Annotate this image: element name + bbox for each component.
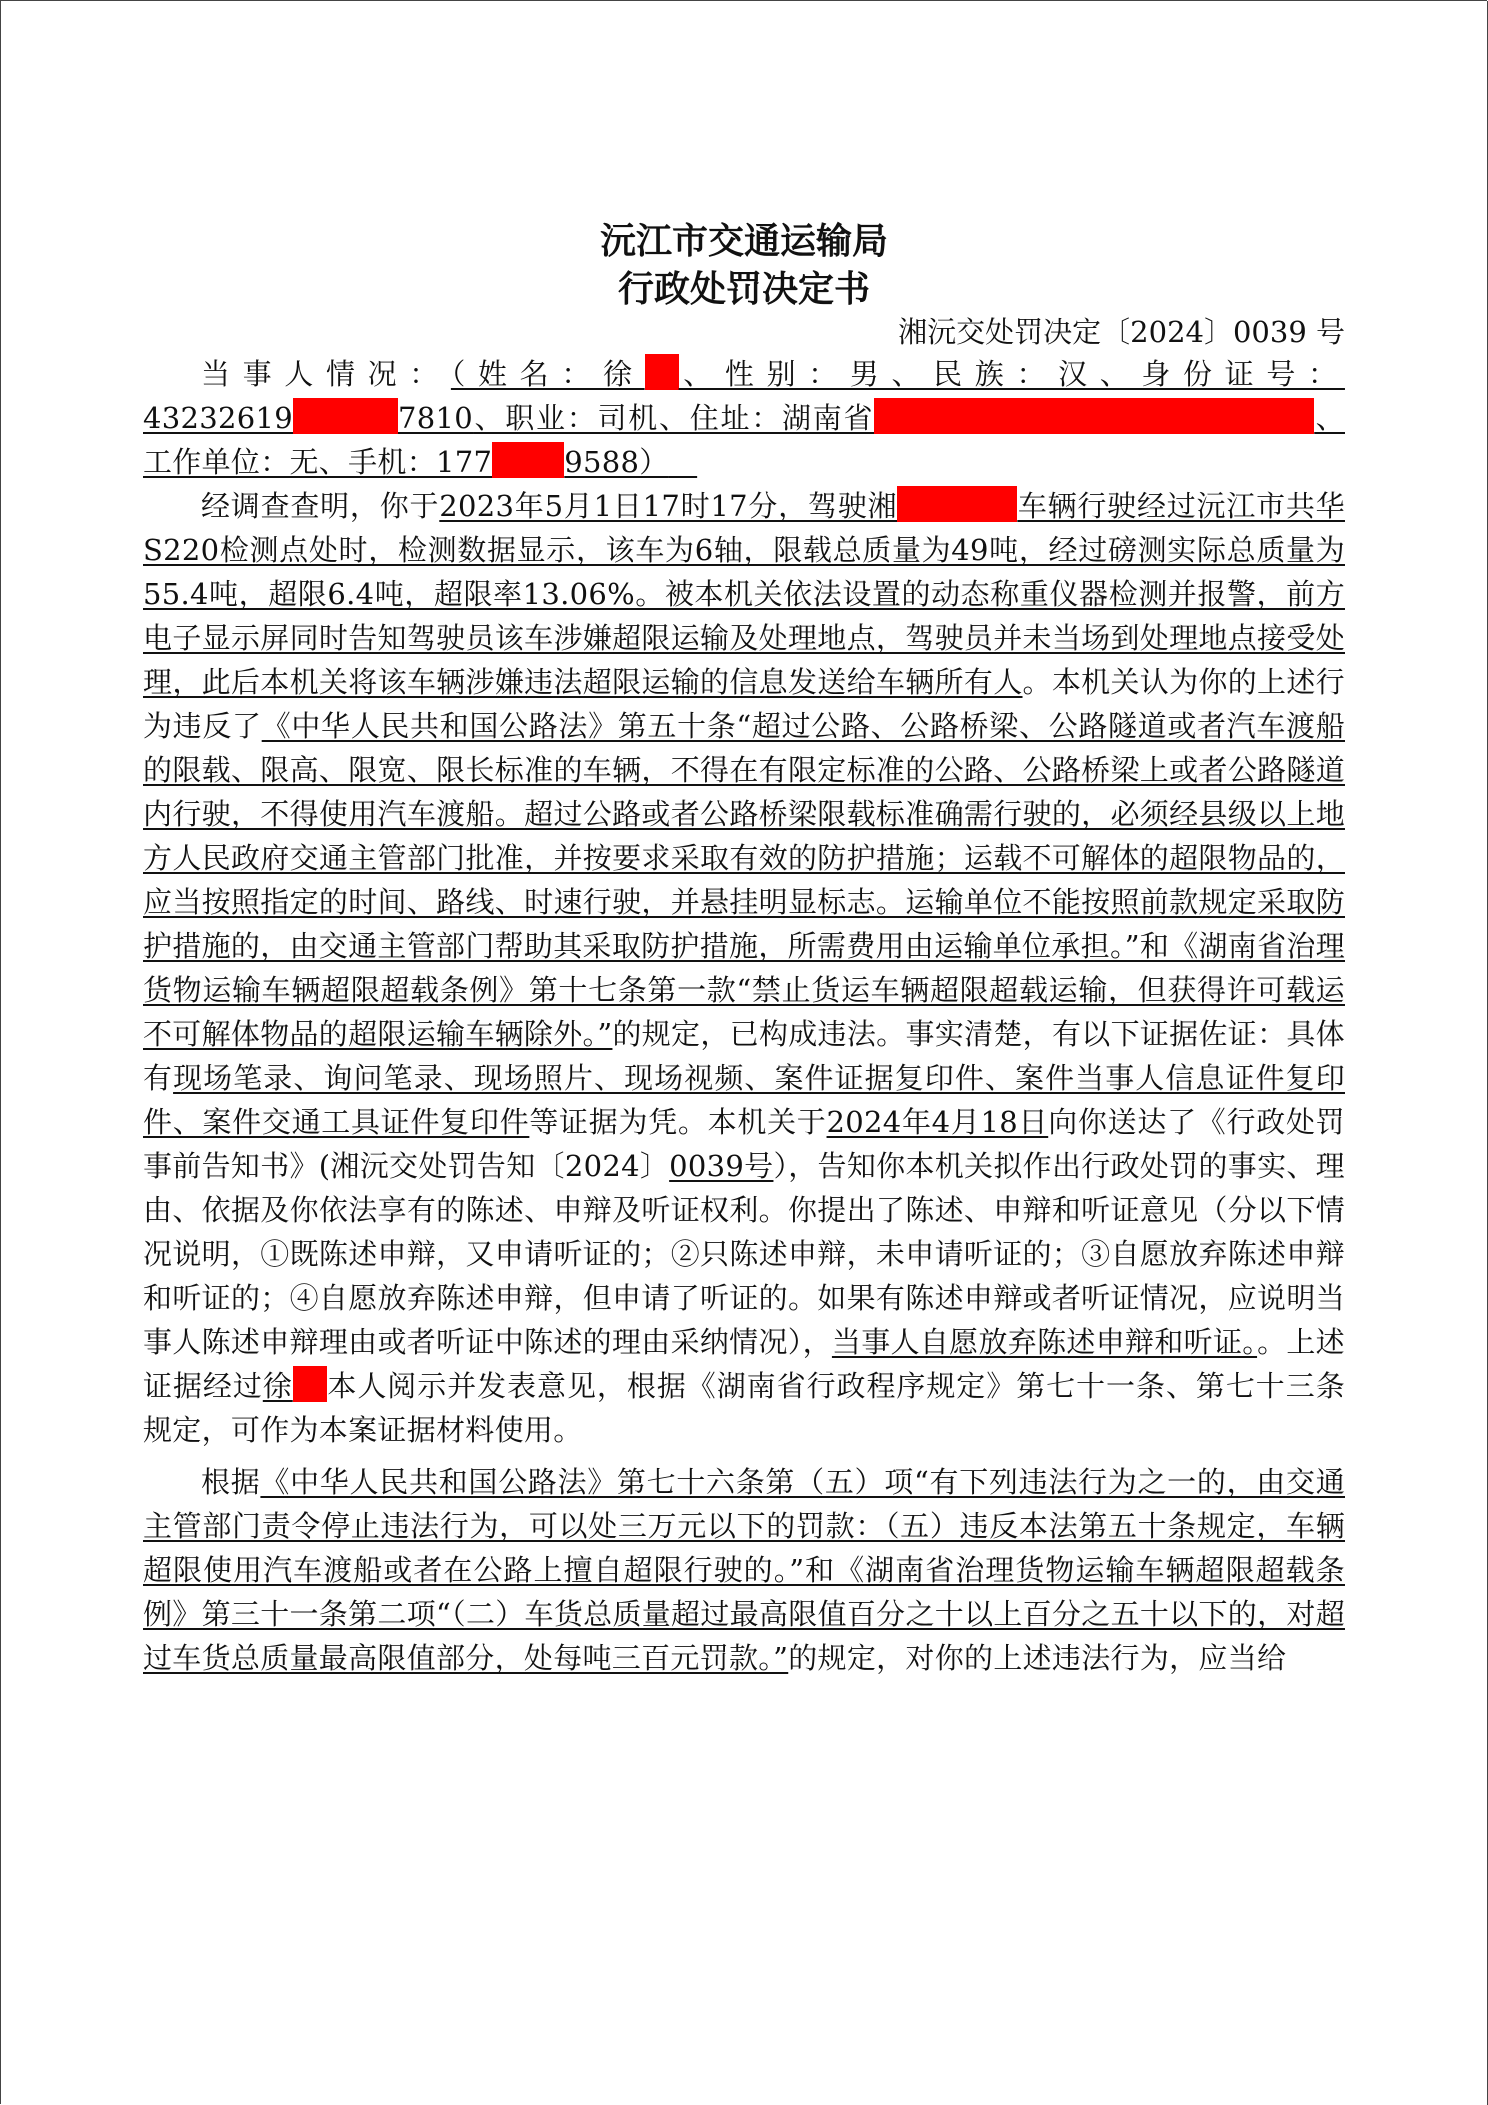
- party-job: 、职业：司机、住址：湖南省: [473, 401, 875, 435]
- party-gender: 、性别：男、民族：汉、身份证号：: [678, 357, 1345, 391]
- basis-law-citation: 《中华人民共和国公路法》第七十六条第（五）项“有下列违法行为之一的，由交通主管部门责令停止违法行为，可以处三万元以下的罚款：（五）违反本法第五十条规定，车辆超限使用汽车渡船或者在公路上擅自超限行驶的。”和《湖南省治理货物运输车辆超限超载条例》第三十一条第二项“（二）车货总质量超过最高限值百分之十以上百分之五十以下的，对超过车货总质量最高限值部分，处每吨三百元罚款。”: [143, 1465, 1345, 1675]
- redaction-reviewer: [293, 1366, 327, 1402]
- party-label: 当事人情况：: [201, 357, 451, 391]
- facts-reviewer: 徐: [262, 1369, 293, 1403]
- facts-date: 2023年5月1日17时17分，驾驶湘: [439, 489, 898, 523]
- redaction-id: [293, 398, 398, 434]
- party-work: 、工作单位：无、手机：177: [143, 401, 1345, 479]
- party-phone-suffix: 9588）: [564, 445, 669, 479]
- party-id-suffix: 7810: [398, 401, 474, 435]
- party-id-prefix: 43232619: [143, 401, 294, 435]
- party-info-paragraph: [143, 352, 1345, 484]
- basis-intro: 根据: [201, 1465, 261, 1499]
- facts-waiver: 当事人自愿放弃陈述申辩和听证。: [831, 1325, 1258, 1359]
- basis-paragraph: [143, 1460, 1345, 1680]
- document-number: 湘沅交处罚决定〔2024〕0039 号: [898, 315, 1345, 349]
- agency-title: 沅江市交通运输局: [599, 221, 888, 262]
- redaction-name: [645, 354, 679, 390]
- party-details: [451, 357, 1345, 391]
- document-title-block: [0, 218, 1488, 314]
- facts-evidence-review: 。上述证据经过: [143, 1325, 1345, 1403]
- redaction-phone: [492, 442, 564, 478]
- facts-notice-date: 2024年4月18日: [826, 1105, 1049, 1139]
- facts-intro: 经调查查明，你于: [201, 489, 440, 523]
- facts-evidence-tail: 等证据为凭。本机关于: [529, 1105, 827, 1139]
- facts-evidence-list: 现场笔录、询问笔录、现场照片、现场视频、案件证据复印件、案件当事人信息证件复印件、案件交通工具证件复印件: [143, 1061, 1345, 1139]
- facts-violation: 。本机关认为你的上述行为违反了: [143, 665, 1345, 743]
- facts-law-citation: 《中华人民共和国公路法》第五十条“超过公路、公路桥梁、公路隧道或者汽车渡船的限载、限高、限宽、限长标准的车辆，不得在有限定标准的公路、公路桥梁上或者公路隧道内行驶，不得使用汽车渡船。超过公路或者公路桥梁限载标准确需行驶的，必须经县级以上地方人民政府交通主管部门批准，并按要求采取有效的防护措施；运载不可解体的超限物品的，应当按照指定的时间、路线、时速行驶，并悬挂明显标志。运输单位不能按照前款规定采取防护措施的，由交通主管部门帮助其采取防护措施，所需费用由运输单位承担。”和《湖南省治理货物运输车辆超限超载条例》第十七条第一款“禁止货运车辆超限超载运输，但获得许可载运不可解体物品的超限运输车辆除外。”: [143, 709, 1345, 1051]
- facts-notice: 向你送达了《行政处罚事前告知书》(湘沅交处罚告知〔2024〕: [143, 1105, 1345, 1183]
- redaction-address: [874, 398, 1314, 434]
- facts-rights: ），告知你本机关拟作出行政处罚的事实、理由、依据及你依法享有的陈述、申辩及听证权利。你提出了陈述、申辩和听证意见（分以下情况说明，①既陈述申辩，又申请听证的；②只陈述申辩，未申请听证的；③自愿放弃陈述申辩和听证的；④自愿放弃陈述申辩，但申请了听证的。如果有陈述申辩或者听证情况，应说明当事人陈述申辩理由或者听证中陈述的理由采纳情况），: [143, 1149, 1345, 1359]
- basis-tail: 的规定，对你的上述违法行为，应当给: [788, 1641, 1287, 1675]
- document-title: 行政处罚决定书: [617, 269, 870, 310]
- facts-conclusion: 的规定，已构成违法。事实清楚，有以下证据佐证：具体有: [143, 1017, 1345, 1095]
- facts-notice-number: 0039号: [669, 1149, 774, 1183]
- party-details-2: [143, 401, 1345, 479]
- redaction-plate: [897, 486, 1017, 522]
- party-name-open: （姓名：徐: [450, 357, 645, 391]
- facts-detail: 车辆行驶经过沅江市共华S220检测点处时，检测数据显示，该车为6轴，限载总质量为49吨，经过磅测实际总质量为55.4吨，超限6.4吨，超限率13.06%。被本机关依法设置的动态称重仪器检测并报警，前方电子显示屏同时告知驾驶员该车涉嫌超限运输及处理地点，驾驶员并未当场到处理地点接受处理，此后本机关将该车辆涉嫌违法超限运输的信息发送给车辆所有人: [143, 489, 1345, 699]
- facts-final: 本人阅示并发表意见，根据《湖南省行政程序规定》第七十一条、第七十三条规定，可作为本案证据材料使用。: [143, 1369, 1345, 1447]
- facts-paragraph: [143, 484, 1345, 1452]
- document-body: [143, 352, 1345, 1680]
